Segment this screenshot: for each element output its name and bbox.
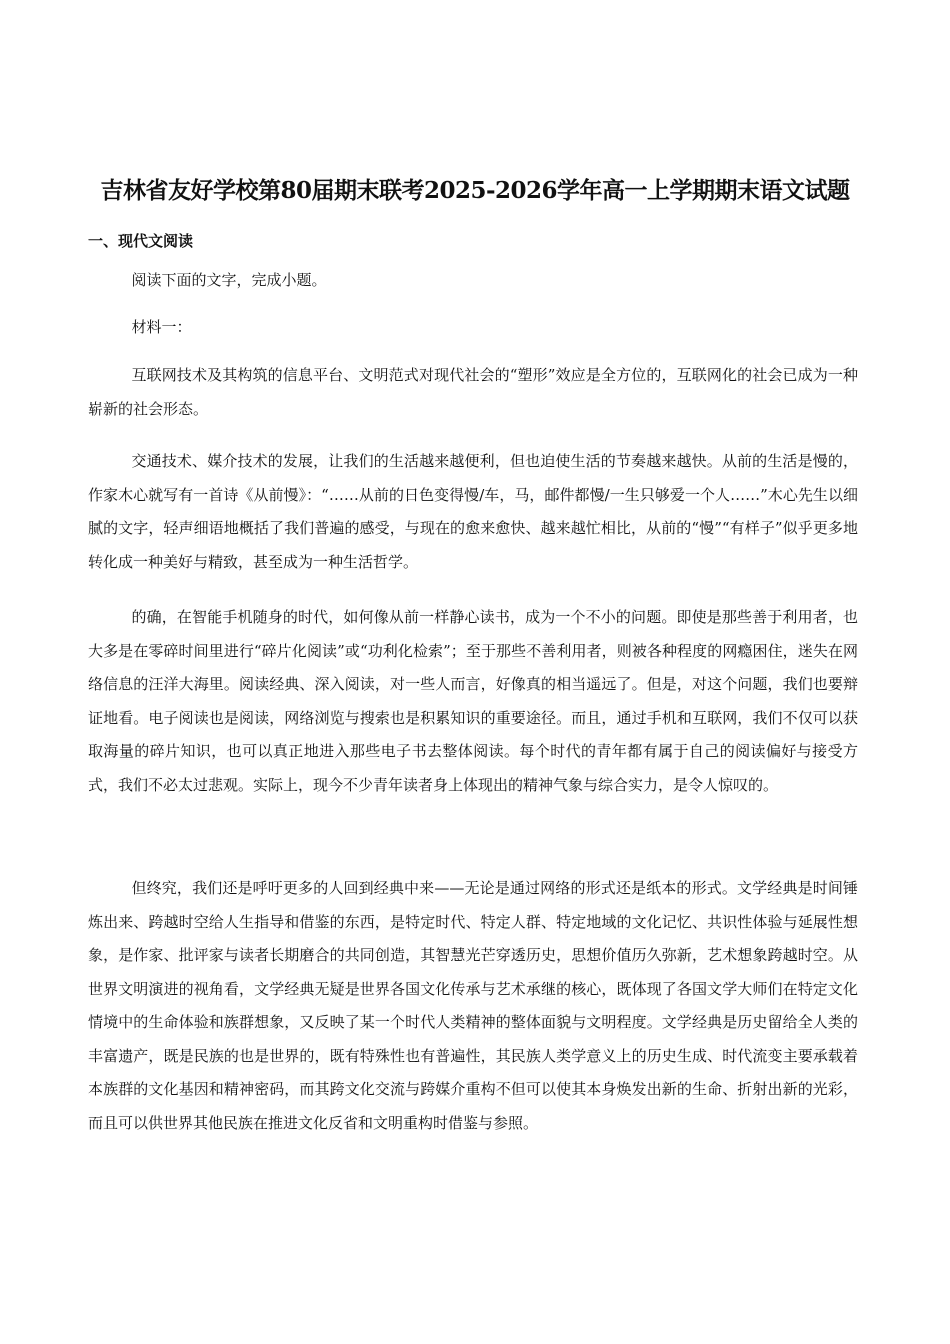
paragraph: 的确，在智能手机随身的时代，如何像从前一样静心读书，成为一个不小的问题。即使是那些善于利用者，也大多是在零碎时间里进行“碎片化阅读”或“功利化检索”；至于那些不善利用者，则被各种程度的网瘾困住，迷失在网络信息的汪洋大海里。阅读经典、深入阅读，对一些人而言，好像真的相当遥远了。但是，对这个问题，我们也要辩证地看。电子阅读也是阅读，网络浏览与搜索也是积累知识的重要途径。而且，通过手机和互联网，我们不仅可以获取海量的碎片知识，也可以真正地进入那些电子书去整体阅读。每个时代的青年都有属于自己的阅读偏好与接受方式，我们不必太过悲观。实际上，现今不少青年读者身上体现出的精神气象与综合实力，是令人惊叹的。 xyxy=(88,608,858,794)
paragraph: 但终究，我们还是呼吁更多的人回到经典中来——无论是通过网络的形式还是纸本的形式。文学经典是时间锤炼出来、跨越时空给人生指导和借鉴的东西，是特定时代、特定人群、特定地域的文化记忆、共识性体验与延展性想象，是作家、批评家与读者长期磨合的共同创造，其智慧光芒穿透历史，思想价值历久弥新，艺术想象跨越时空。从世界文明演进的视角看，文学经典无疑是世界各国文化传承与艺术承继的核心，既体现了各国文学大师们在特定文化情境中的生命体验和族群想象，又反映了某一个时代人类精神的整体面貌与文明程度。文学经典是历史留给全人类的丰富遗产，既是民族的也是世界的，既有特殊性也有普遍性，其民族人类学意义上的历史生成、时代流变主要承载着本族群的文化基因和精神密码，而其跨文化交流与跨媒介重构不但可以使其本身焕发出新的生命、折射出新的光彩，而且可以供世界其他民族在推进文化反省和文明重构时借鉴与参照。 xyxy=(88,879,858,1132)
paragraph: 交通技术、媒介技术的发展，让我们的生活越来越便利，但也迫使生活的节奏越来越快。从前的生活是慢的，作家木心就写有一首诗《从前慢》：“……从前的日色变得慢/车，马，邮件都慢/一生只够爱一个人……”木心先生以细腻的文字，轻声细语地概括了我们普遍的感受，与现在的愈来愈快、越来越忙相比，从前的“慢”“有样子”似乎更多地转化成一种美好与精致，甚至成为一种生活哲学。 xyxy=(88,452,858,571)
document-title: 吉林省友好学校第80届期末联考2025-2026学年高一上学期期末语文试题 xyxy=(100,177,850,204)
section-heading: 一、现代文阅读 xyxy=(88,232,194,250)
reading-instruction: 阅读下面的文字，完成小题。 xyxy=(131,271,327,289)
material-label: 材料一： xyxy=(131,318,192,336)
paragraph: 互联网技术及其构筑的信息平台、文明范式对现代社会的“塑形”效应是全方位的，互联网化的社会已成为一种崭新的社会形态。 xyxy=(88,366,858,418)
